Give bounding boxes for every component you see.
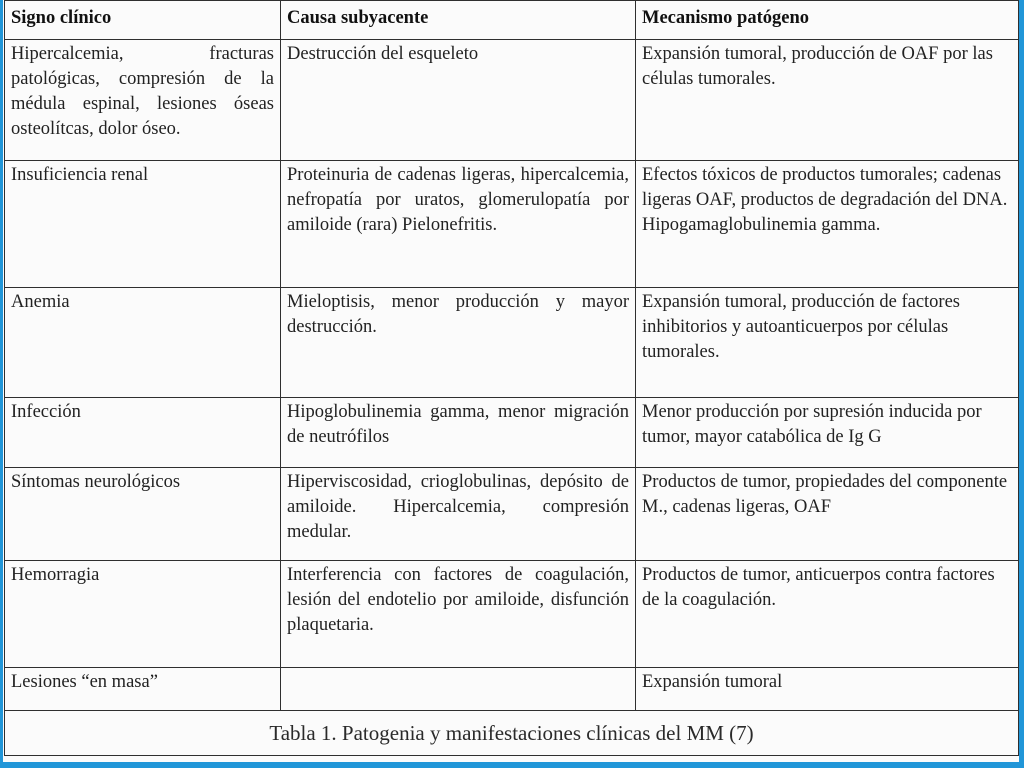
causa-cell: Mieloptisis, menor producción y mayor destrucción.	[281, 288, 636, 398]
signo-cell: Hipercalcemia, fracturas patológicas, compresión de la médula espinal, lesiones óseas osteolítcas, dolor óseo.	[5, 40, 281, 161]
table-row	[5, 468, 1019, 561]
table-row	[5, 561, 1019, 668]
mecanismo-cell: Expansión tumoral, producción de factores inhibitorios y autoanticuerpos por células tumorales.	[636, 288, 1019, 398]
causa-cell: Hipoglobulinemia gamma, menor migración de neutrófilos	[281, 398, 636, 468]
causa-cell: Destrucción del esqueleto	[281, 40, 636, 161]
causa-cell: Hiperviscosidad, crioglobulinas, depósito de amiloide. Hipercalcemia, compresión medular.	[281, 468, 636, 561]
signo-cell: Síntomas neurológicos	[5, 468, 281, 561]
table-row	[5, 40, 1019, 161]
causa-cell: Proteinuria de cadenas ligeras, hipercalcemia, nefropatía por uratos, glomerulopatía por amiloide (rara) Pielonefritis.	[281, 161, 636, 288]
table-header-row	[5, 1, 1019, 40]
signo-cell: Infección	[5, 398, 281, 468]
signo-cell: Anemia	[5, 288, 281, 398]
table-caption: Tabla 1. Patogenia y manifestaciones clínicas del MM (7)	[5, 711, 1019, 756]
mecanismo-cell: Efectos tóxicos de productos tumorales; cadenas ligeras OAF, productos de degradación del DNA. Hipogamaglobulinemia gamma.	[636, 161, 1019, 288]
table-row	[5, 398, 1019, 468]
mecanismo-cell: Productos de tumor, anticuerpos contra factores de la coagulación.	[636, 561, 1019, 668]
mecanismo-cell: Menor producción por supresión inducida por tumor, mayor catabólica de Ig G	[636, 398, 1019, 468]
header-causa-subyacente: Causa subyacente	[281, 1, 636, 40]
header-signo-clinico: Signo clínico	[5, 1, 281, 40]
causa-cell: Interferencia con factores de coagulación, lesión del endotelio por amiloide, disfunción plaquetaria.	[281, 561, 636, 668]
clinical-table	[4, 0, 1019, 756]
mecanismo-cell: Productos de tumor, propiedades del componente M., cadenas ligeras, OAF	[636, 468, 1019, 561]
signo-cell: Insuficiencia renal	[5, 161, 281, 288]
table-row	[5, 161, 1019, 288]
mecanismo-cell: Expansión tumoral	[636, 668, 1019, 711]
table-row	[5, 288, 1019, 398]
document-frame	[3, 0, 1019, 765]
mecanismo-cell: Expansión tumoral, producción de OAF por las células tumorales.	[636, 40, 1019, 161]
causa-cell	[281, 668, 636, 711]
header-mecanismo-patogeno: Mecanismo patógeno	[636, 1, 1019, 40]
caption-row	[5, 711, 1019, 756]
signo-cell: Lesiones “en masa”	[5, 668, 281, 711]
signo-cell: Hemorragia	[5, 561, 281, 668]
table-row	[5, 668, 1019, 711]
